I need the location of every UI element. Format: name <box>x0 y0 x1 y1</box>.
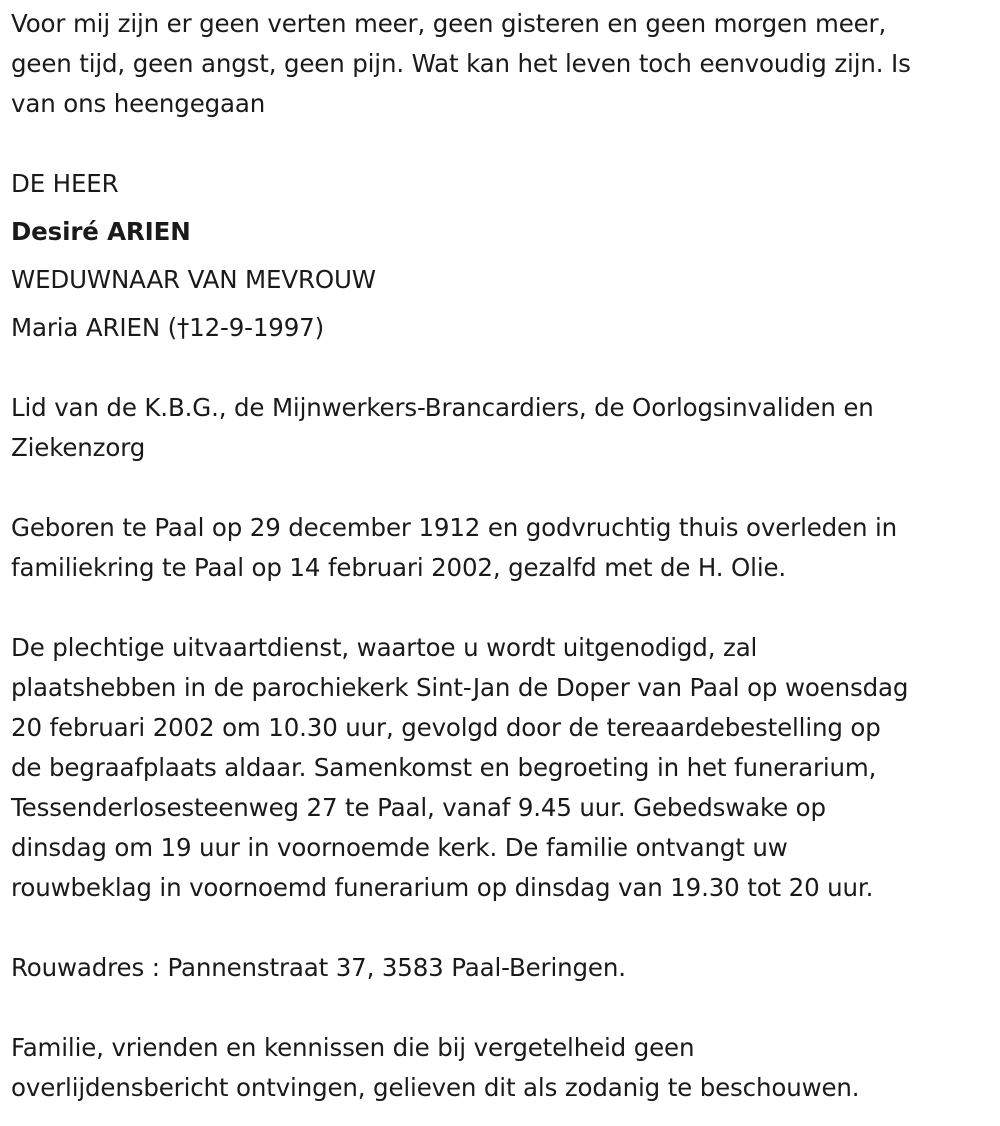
closing-paragraph <box>11 1028 990 1108</box>
funeral-line: De plechtige uitvaartdienst, waartoe u wordt uitgenodigd, zal <box>11 633 758 662</box>
name-text: Desiré ARIEN <box>11 217 191 246</box>
address-line: Rouwadres : Pannenstraat 37, 3583 Paal-Beringen. <box>11 953 626 982</box>
spacer <box>11 204 990 212</box>
spacer <box>11 300 990 308</box>
spacer <box>11 124 990 164</box>
intro-line: van ons heengegaan <box>11 89 266 118</box>
memberships-line: Lid van de K.B.G., de Mijnwerkers-Brancardiers, de Oorlogsinvaliden en <box>11 393 874 422</box>
intro-line: Voor mij zijn er geen verten meer, geen gisteren en geen morgen meer, <box>11 9 887 38</box>
closing-line: Familie, vrienden en kennissen die bij vergetelheid geen <box>11 1033 695 1062</box>
spacer <box>11 988 990 1028</box>
intro-paragraph <box>11 0 990 124</box>
deceased-title <box>11 164 990 204</box>
memberships-paragraph <box>11 388 990 468</box>
spacer <box>11 348 990 388</box>
funeral-line: dinsdag om 19 uur in voornoemde kerk. De familie ontvangt uw <box>11 833 788 862</box>
funeral-line: Tessenderlosesteenweg 27 te Paal, vanaf 9.45 uur. Gebedswake op <box>11 793 826 822</box>
memberships-line: Ziekenzorg <box>11 433 146 462</box>
spouse-name: Maria ARIEN ( <box>11 313 178 342</box>
spacer <box>11 908 990 948</box>
title-text: DE HEER <box>11 169 119 198</box>
funeral-line: plaatshebben in de parochiekerk Sint-Jan de Doper van Paal op woensdag <box>11 673 909 702</box>
closing-line: overlijdensbericht ontvingen, gelieven dit als zodanig te beschouwen. <box>11 1073 860 1102</box>
spacer <box>11 588 990 628</box>
intro-line: geen tijd, geen angst, geen pijn. Wat kan het leven toch eenvoudig zijn. Is <box>11 49 911 78</box>
funeral-line: rouwbeklag in voornoemd funerarium op dinsdag van 19.30 tot 20 uur. <box>11 873 874 902</box>
spacer <box>11 252 990 260</box>
address-paragraph <box>11 948 990 988</box>
spouse-line <box>11 308 990 348</box>
funeral-paragraph <box>11 628 990 908</box>
relation-text: WEDUWNAAR VAN MEVROUW <box>11 265 376 294</box>
funeral-line: de begraafplaats aldaar. Samenkomst en begroeting in het funerarium, <box>11 753 877 782</box>
cross-icon: † <box>177 313 190 342</box>
funeral-line: 20 februari 2002 om 10.30 uur, gevolgd door de tereaardebestelling op <box>11 713 881 742</box>
deceased-name <box>11 212 990 252</box>
deceased-relation <box>11 260 990 300</box>
spacer <box>11 468 990 508</box>
spouse-death-date: 12-9-1997) <box>189 313 325 342</box>
spouse-line-text <box>11 308 990 348</box>
birth-death-line: familiekring te Paal op 14 februari 2002, gezalfd met de H. Olie. <box>11 553 787 582</box>
birth-death-line: Geboren te Paal op 29 december 1912 en godvruchtig thuis overleden in <box>11 513 898 542</box>
birth-death-paragraph <box>11 508 990 588</box>
